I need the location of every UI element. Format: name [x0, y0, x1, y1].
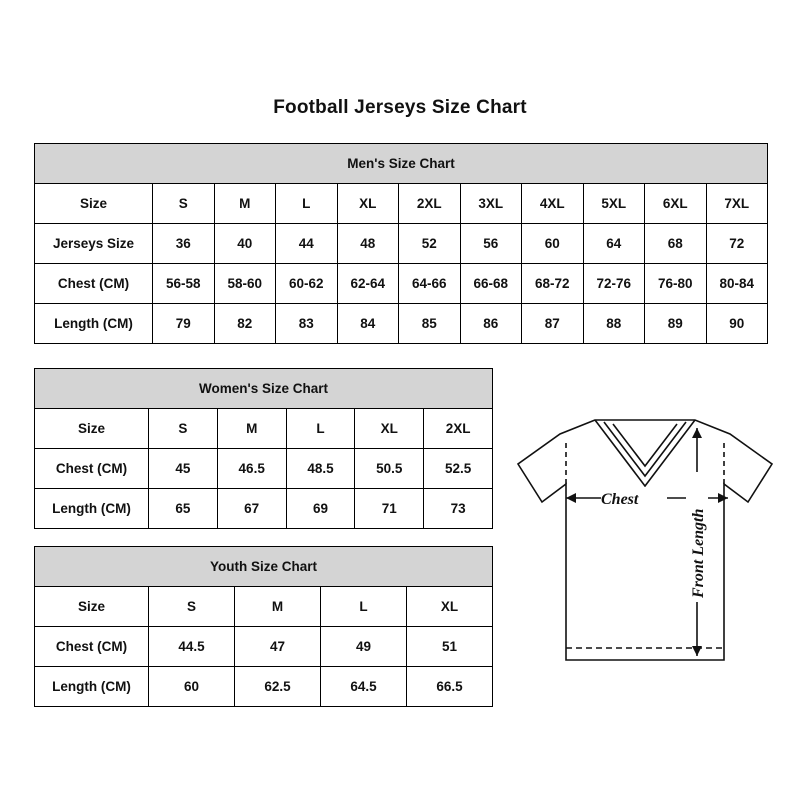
table-cell: 2XL — [399, 184, 461, 224]
table-cell: 83 — [276, 304, 338, 344]
table-cell: 50.5 — [355, 449, 424, 489]
table-row — [35, 627, 493, 667]
table-cell: 84 — [337, 304, 399, 344]
table-cell: 90 — [706, 304, 768, 344]
table-cell: L — [321, 587, 407, 627]
table-row — [35, 449, 493, 489]
table-row — [35, 489, 493, 529]
mens-table-title: Men's Size Chart — [35, 144, 768, 184]
row-label: Chest (CM) — [35, 449, 149, 489]
table-cell: 86 — [460, 304, 522, 344]
table-cell: 66-68 — [460, 264, 522, 304]
table-cell: 3XL — [460, 184, 522, 224]
jersey-outline-icon — [518, 420, 772, 660]
page-title: Football Jerseys Size Chart — [273, 97, 527, 118]
youth-size-table — [34, 546, 493, 707]
table-cell: 64 — [583, 224, 645, 264]
table-row — [35, 409, 493, 449]
table-cell: 45 — [149, 449, 218, 489]
table-cell: 58-60 — [214, 264, 276, 304]
table-cell: 85 — [399, 304, 461, 344]
row-label: Chest (CM) — [35, 627, 149, 667]
table-row — [35, 667, 493, 707]
table-cell: S — [153, 184, 215, 224]
table-cell: 48.5 — [286, 449, 355, 489]
front-length-label: Front Length — [690, 508, 707, 598]
row-label: Size — [35, 587, 149, 627]
table-row — [35, 184, 768, 224]
table-cell: 46.5 — [217, 449, 286, 489]
table-cell: 60 — [149, 667, 235, 707]
table-cell: 2XL — [424, 409, 493, 449]
table-cell: 72 — [706, 224, 768, 264]
table-cell: 62-64 — [337, 264, 399, 304]
table-cell: L — [286, 409, 355, 449]
row-label: Size — [35, 409, 149, 449]
table-cell: 5XL — [583, 184, 645, 224]
table-row — [35, 224, 768, 264]
table-cell: 80-84 — [706, 264, 768, 304]
womens-size-table — [34, 368, 493, 529]
table-cell: 73 — [424, 489, 493, 529]
table-cell: M — [217, 409, 286, 449]
table-cell: 44 — [276, 224, 338, 264]
table-cell: 65 — [149, 489, 218, 529]
table-cell: 82 — [214, 304, 276, 344]
table-cell: 36 — [153, 224, 215, 264]
row-label: Length (CM) — [35, 667, 149, 707]
table-row — [35, 304, 768, 344]
table-cell: 68-72 — [522, 264, 584, 304]
table-cell: 7XL — [706, 184, 768, 224]
table-cell: 72-76 — [583, 264, 645, 304]
table-cell: 64.5 — [321, 667, 407, 707]
table-cell: S — [149, 409, 218, 449]
table-cell: 88 — [583, 304, 645, 344]
table-cell: 64-66 — [399, 264, 461, 304]
table-cell: 87 — [522, 304, 584, 344]
row-label: Length (CM) — [35, 304, 153, 344]
table-cell: 66.5 — [407, 667, 493, 707]
table-cell: XL — [337, 184, 399, 224]
table-cell: M — [214, 184, 276, 224]
table-cell: 51 — [407, 627, 493, 667]
table-cell: 68 — [645, 224, 707, 264]
table-cell: 56-58 — [153, 264, 215, 304]
table-cell: 52.5 — [424, 449, 493, 489]
table-header-row — [35, 547, 493, 587]
table-cell: 48 — [337, 224, 399, 264]
table-cell: XL — [407, 587, 493, 627]
table-cell: 52 — [399, 224, 461, 264]
row-label: Length (CM) — [35, 489, 149, 529]
table-cell: 79 — [153, 304, 215, 344]
table-header-row — [35, 144, 768, 184]
table-cell: 60-62 — [276, 264, 338, 304]
table-cell: 60 — [522, 224, 584, 264]
jersey-measurement-diagram — [500, 398, 790, 698]
table-row — [35, 264, 768, 304]
table-cell: 71 — [355, 489, 424, 529]
table-cell: 56 — [460, 224, 522, 264]
table-row — [35, 587, 493, 627]
mens-size-chart — [34, 143, 766, 344]
table-cell: 89 — [645, 304, 707, 344]
table-cell: 4XL — [522, 184, 584, 224]
chest-label: Chest — [601, 491, 639, 508]
table-cell: 47 — [235, 627, 321, 667]
mens-size-table — [34, 143, 768, 344]
youth-table-title: Youth Size Chart — [35, 547, 493, 587]
table-cell: XL — [355, 409, 424, 449]
row-label: Chest (CM) — [35, 264, 153, 304]
table-cell: 76-80 — [645, 264, 707, 304]
row-label: Jerseys Size — [35, 224, 153, 264]
table-header-row — [35, 369, 493, 409]
table-cell: 67 — [217, 489, 286, 529]
table-cell: S — [149, 587, 235, 627]
table-cell: 44.5 — [149, 627, 235, 667]
table-cell: M — [235, 587, 321, 627]
table-cell: 62.5 — [235, 667, 321, 707]
table-cell: 69 — [286, 489, 355, 529]
womens-size-chart — [34, 368, 492, 529]
table-cell: L — [276, 184, 338, 224]
row-label: Size — [35, 184, 153, 224]
womens-table-title: Women's Size Chart — [35, 369, 493, 409]
table-cell: 6XL — [645, 184, 707, 224]
youth-size-chart — [34, 546, 492, 707]
table-cell: 49 — [321, 627, 407, 667]
table-cell: 40 — [214, 224, 276, 264]
